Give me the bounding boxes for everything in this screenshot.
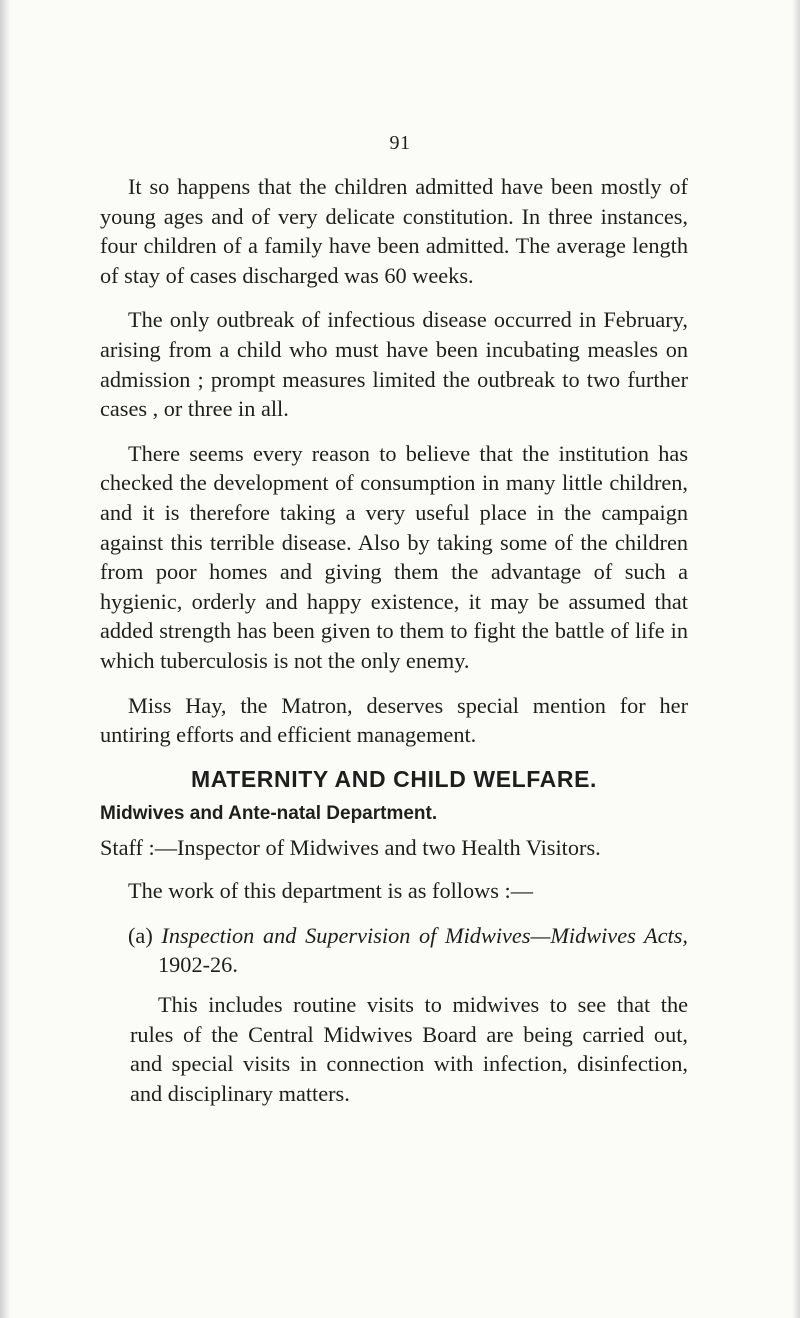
paragraph-children-admitted: It so happens that the children admitted have been mostly of young ages and of very delicate constitution. In three instances, four children of a family have been admitted. The average length of stay of cases discharged was 60 weeks.	[100, 174, 688, 288]
work-intro: The work of this department is as follows :—	[128, 878, 533, 904]
item-a-body: This includes routine visits to midwives to see that the rules of the Central Midwives Board are being carried out, and special visits in connection with infection, disinfection, and disciplinary matters.	[130, 992, 688, 1106]
paragraph-outbreak: The only outbreak of infectious disease occurred in February, arising from a child who must have been incubating measles on admission ; prompt measures limited the outbreak to two further cases , or three in all.	[100, 307, 688, 422]
item-a-title	[100, 921, 688, 980]
section-heading: MATERNITY AND CHILD WELFARE.	[190, 765, 598, 792]
page-left-edge	[0, 0, 10, 1318]
item-a-label: (a)	[128, 922, 153, 948]
staff-line: Staff :—Inspector of Midwives and two Health Visitors.	[100, 834, 601, 860]
page-right-edge	[792, 0, 800, 1318]
item-a-heading: Inspection and Supervision of Midwives—Midwives Acts,	[161, 922, 688, 948]
subsection-heading: Midwives and Ante-natal Department.	[100, 802, 438, 824]
page-number: 91	[389, 132, 411, 154]
item-a-years: 1902-26.	[158, 952, 238, 978]
paragraph-consumption: There seems every reason to believe that the institution has checked the development of consumption in many little children, and it is therefore taking a very useful place in the campaign against this terrible disease. Also by taking some of the children from poor homes and giving them the advantage of such a hygienic, orderly and happy existence, it may be assumed that added strength has been given to them to fight the battle of life in which tuberculosis is not the only enemy.	[100, 440, 688, 673]
page-content	[100, 172, 688, 1108]
paragraph-matron: Miss Hay, the Matron, deserves special mention for her untiring efforts and efficient management.	[100, 692, 688, 748]
